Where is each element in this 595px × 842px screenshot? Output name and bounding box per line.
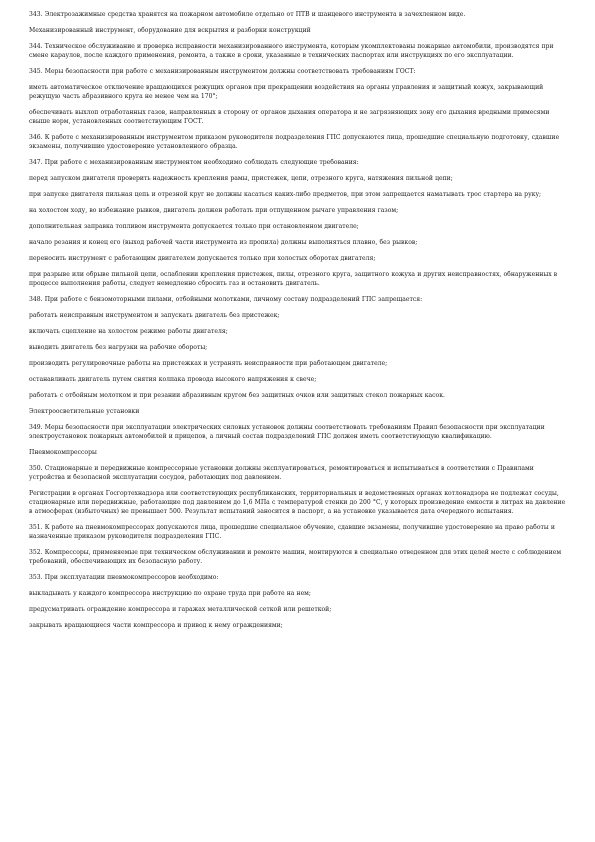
paragraph-349: 349. Меры безопасности при эксплуатации электрических силовых установок должны соответствовать требованиям Правил безопасности при эксплуатации электроустановок пожарных автомобилей и прицепов, а личный состав подразделений ГПС должен иметь соответствующую квалификацию.: [29, 424, 545, 440]
paragraph-348: 348. При работе с бензомоторными пилами, отбойными молотками, личному составу подразделений ГПС запрещается:: [29, 296, 423, 303]
paragraph-350-registration: Регистрации в органах Госгортехнадзора или соответствующих республиканских, территориальных и ведомственных органах котлонадзора не подлежат сосуды, стационарные или передвижные, работающие под давлением до 1,6 МПа с температурой стенки до 200 °С, у которых произведение емкости в литрах на давление в атмосферах (избыточных) не превышает 500. Результат испытаний заносится в паспорт, а на установке указывается дата очередного испытания.: [29, 490, 566, 515]
paragraph-347-item-4: дополнительная заправка топливом инструмента допускается только при остановленном двигателе;: [29, 223, 359, 230]
paragraph-350: 350. Стационарные и передвижные компрессорные установки должны эксплуатироваться, ремонтироваться и испытываться в соответствии с Правилами устройства и безопасной эксплуатации сосудов, работающих под давлением.: [29, 465, 534, 481]
paragraph-348-item-4: производить регулировочные работы на пристежках и устранять неисправности при работающем двигателе;: [29, 360, 388, 367]
paragraph-353-item-2: предусматривать ограждение компрессора и гаражах металлической сеткой или решеткой;: [29, 606, 332, 613]
paragraph-351: 351. К работе на пневмокомпрессорах допускаются лица, прошедшие специальное обучение, сдавшие экзамены, получившие удостоверение на право работы и назначенные приказом руководителя подразделения ГПС.: [29, 524, 555, 540]
document-page: [29, 10, 569, 637]
paragraph-344: 344. Техническое обслуживание и проверка исправности механизированного инструмента, которым укомплектованы пожарные автомобили, производятся при смене караулов, после каждого применения, ремонта, а также в сроки, указанные в технических паспортах или инструкциях по его эксплуатации.: [29, 43, 554, 59]
paragraph-347-item-5: начало резания и конец его (выход рабочей части инструмента из пропила) должны выполняться плавно, без рывков;: [29, 239, 418, 246]
paragraph-353-item-1: выкладывать у каждого компрессора инструкцию по охране труда при работе на нем;: [29, 590, 311, 597]
paragraph-347-item-1: перед запуском двигателя проверить надежность крепления рамы, пристежек, цепи, отрезного круга, натяжения пильной цепи;: [29, 175, 453, 182]
paragraph-348-item-5: останавливать двигатель путем снятия колпака провода высокого напряжения к свече;: [29, 376, 317, 383]
paragraph-353: 353. При эксплуатации пневмокомпрессоров необходимо:: [29, 574, 219, 581]
paragraph-348-item-1: работать неисправным инструментом и запускать двигатель без пристежек;: [29, 312, 280, 319]
paragraph-347-item-6: переносить инструмент с работающим двигателем допускается только при холостых оборотах двигателя;: [29, 255, 376, 262]
paragraph-347-item-3: на холостом ходу, во избежание рывков, двигатель должен работать при отпущенном рычаге управления газом;: [29, 207, 399, 214]
paragraph-345: 345. Меры безопасности при работе с механизированным инструментом должны соответствовать требованиям ГОСТ:: [29, 68, 416, 75]
paragraph-345-item-2: обеспечивать выхлоп отработанных газов, направленных в сторону от органов дыхания оператора и не загрязняющих зону его дыхания вредными примесями свыше норм, установленных соответствующим ГОСТ.: [29, 109, 550, 125]
paragraph-348-item-3: выводить двигатель без нагрузки на рабочие обороты;: [29, 344, 208, 351]
paragraph-347-item-2: при запуске двигателя пильная цепь и отрезной круг не должны касаться каких-либо предметов, при этом запрещается наматывать трос стартера на руку;: [29, 191, 542, 198]
section-heading-lighting-units: Электроосветительные установки: [29, 408, 140, 415]
paragraph-343: 343. Электрозажимные средства хранятся на пожарном автомобиле отдельно от ПТВ и шанцевого инструмента в зачехленном виде.: [29, 11, 466, 18]
section-heading-pneumocompressors: Пневмокомпрессоры: [29, 449, 97, 456]
paragraph-346: 346. К работе с механизированным инструментом приказом руководителя подразделения ГПС допускаются лица, прошедшие специальную подготовку, сдавшие экзамены, получившие удостоверение установленного образца.: [29, 134, 560, 150]
paragraph-347: 347. При работе с механизированным инструментом необходимо соблюдать следующие требования:: [29, 159, 359, 166]
paragraph-352: 352. Компрессоры, применяемые при техническом обслуживании и ремонте машин, монтируются в специально отведенном для этих целей месте с соблюдением требований, обеспечивающих их безопасную работу.: [29, 549, 562, 565]
paragraph-348-item-2: включать сцепление на холостом режиме работы двигателя;: [29, 328, 228, 335]
section-heading-mechanized-tools: Механизированный инструмент, оборудование для вскрытия и разборки конструкций: [29, 27, 311, 34]
paragraph-345-item-1: иметь автоматическое отключение вращающихся режущих органов при прекращении воздействия на органы управления и защитный кожух, закрывающий режущую часть абразивного круга не менее чем на 170°;: [29, 84, 544, 100]
paragraph-348-item-6: работать с отбойным молотком и при резании абразивным кругом без защитных очков или защитных стекол пожарных касок.: [29, 392, 445, 399]
paragraph-353-item-3: закрывать вращающиеся части компрессора и привод к нему ограждениями;: [29, 622, 283, 629]
paragraph-347-item-7: при разрыве или обрыве пильной цепи, ослаблении крепления пристежек, пилы, отрезного круга, защитного кожуха и других неисправностях, обнаруженных в процессе выполнения работы, следует немедленно сбросить газ и остановить двигатель.: [29, 271, 558, 287]
